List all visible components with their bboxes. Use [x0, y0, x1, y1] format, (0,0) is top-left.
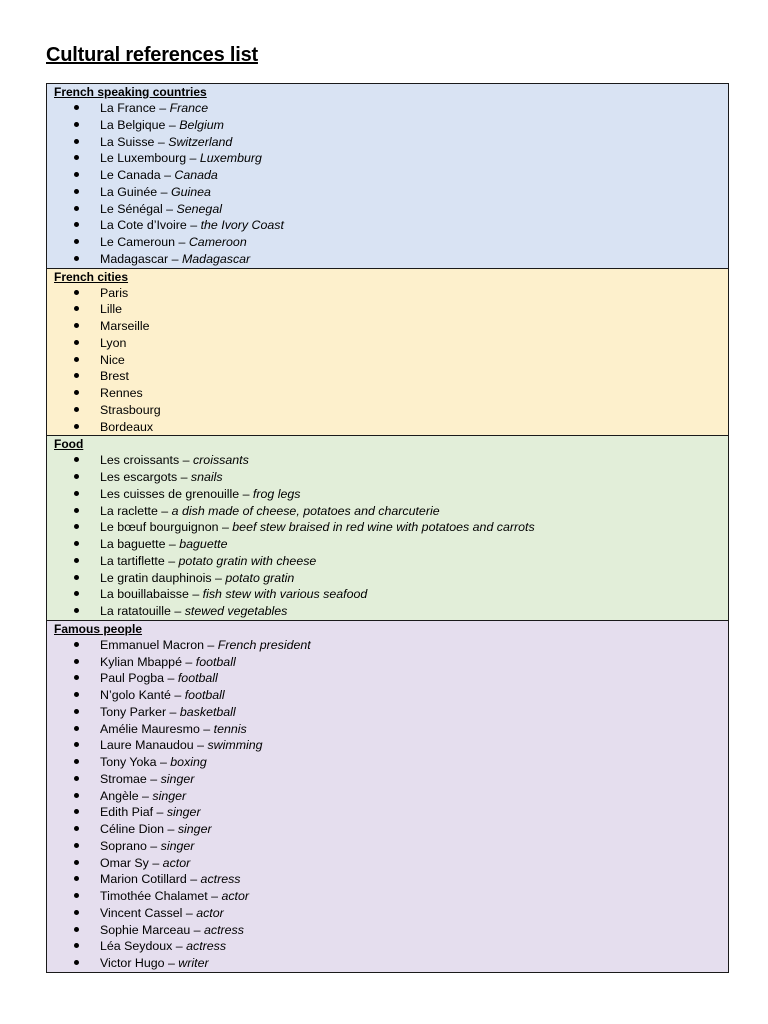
list-item [54, 452, 728, 469]
list-item [54, 888, 728, 905]
bullet-icon [74, 943, 79, 948]
list-item [54, 251, 728, 268]
bullet-icon [74, 390, 79, 395]
item-english: swimming [207, 738, 263, 753]
item-french: Lyon [100, 335, 127, 350]
list-item [54, 754, 728, 771]
item-french: Le Canada [100, 168, 161, 182]
item-english: snails [190, 470, 223, 484]
list-item [54, 603, 728, 620]
item-separator: – [172, 939, 187, 954]
list-item [54, 201, 728, 218]
bullet-icon [74, 155, 79, 160]
bullet-icon [74, 357, 79, 362]
bullet-icon [74, 189, 79, 194]
list-item [54, 536, 728, 553]
item-separator: – [164, 822, 178, 836]
bullet-icon [74, 474, 79, 479]
list-item [54, 905, 728, 922]
list-item [54, 234, 728, 251]
item-french: Les escargots [100, 470, 178, 484]
item-french: Les cuisses de grenouille [100, 486, 240, 501]
item-separator: – [170, 688, 185, 702]
item-english: potato gratin with cheese [178, 553, 317, 568]
bullet-icon [74, 960, 79, 965]
item-separator: – [188, 587, 203, 602]
list-item [54, 654, 728, 671]
item-english: singer [160, 838, 195, 853]
item-english: basketball [179, 704, 236, 719]
item-french: La Belgique [100, 117, 166, 132]
bullet-icon [74, 826, 79, 831]
references-table [46, 83, 729, 973]
item-separator: – [186, 872, 201, 887]
item-english: singer [160, 771, 195, 786]
bullet-icon [74, 373, 79, 378]
item-english: baguette [179, 537, 228, 551]
list-item [54, 788, 728, 805]
list-item [54, 419, 728, 436]
list-item [54, 217, 728, 234]
item-french: Le Cameroun [100, 235, 176, 249]
bullet-icon [74, 659, 79, 664]
item-french: La ratatouille [100, 604, 171, 618]
item-separator: – [186, 151, 200, 166]
item-french: Amélie Mauresmo [100, 721, 200, 736]
list-item [54, 637, 728, 654]
item-french: Lille [100, 302, 123, 317]
bullet-icon [74, 105, 79, 110]
item-english: croissants [192, 453, 249, 468]
item-english: football [184, 688, 225, 702]
item-separator: – [157, 503, 172, 518]
list-item [54, 368, 728, 385]
item-english: France [169, 101, 209, 115]
item-separator: – [153, 805, 167, 820]
item-french: Brest [100, 369, 129, 384]
item-separator: – [199, 721, 214, 736]
bullet-icon [74, 222, 79, 227]
bullet-icon [74, 306, 79, 311]
item-english: Canada [174, 168, 218, 182]
item-separator: – [190, 922, 205, 937]
bullet-icon [74, 927, 79, 932]
list-item [54, 922, 728, 939]
bullet-icon [74, 139, 79, 144]
bullet-icon [74, 457, 79, 462]
item-french: Le Luxembourg [100, 151, 187, 166]
item-separator: – [175, 235, 189, 249]
item-separator: – [181, 654, 196, 669]
section-cities [47, 268, 729, 436]
bullet-icon [74, 491, 79, 496]
bullet-icon [74, 172, 79, 177]
list-item [54, 469, 728, 486]
bullet-icon [74, 876, 79, 881]
item-list [54, 452, 728, 620]
item-english: tennis [213, 721, 247, 736]
bullet-icon [74, 608, 79, 613]
item-english: stewed vegetables [184, 604, 288, 618]
item-separator: – [186, 218, 201, 233]
list-item [54, 804, 728, 821]
item-french: Nice [100, 352, 125, 367]
item-french: Bordeaux [100, 419, 154, 434]
list-item [54, 519, 728, 536]
item-english: fish stew with various seafood [202, 587, 368, 602]
list-item [54, 167, 728, 184]
list-item [54, 737, 728, 754]
item-list [54, 285, 728, 436]
list-item [54, 301, 728, 318]
list-item [54, 838, 728, 855]
item-separator: – [156, 755, 171, 769]
item-separator: – [157, 184, 171, 199]
bullet-icon [74, 910, 79, 915]
bullet-icon [74, 340, 79, 345]
item-french: Laure Manaudou [100, 738, 194, 753]
item-english: boxing [170, 755, 207, 769]
bullet-icon [74, 122, 79, 127]
item-separator: – [177, 470, 191, 484]
section-heading: French speaking countries [54, 85, 207, 99]
item-french: Le bœuf bourguignon [100, 520, 219, 535]
item-french: Strasbourg [100, 402, 161, 417]
list-item [54, 285, 728, 302]
item-french: Timothée Chalamet [100, 889, 208, 903]
item-english: Guinea [170, 184, 211, 199]
section-heading: French cities [54, 269, 129, 284]
bullet-icon [74, 726, 79, 731]
list-item [54, 318, 728, 335]
item-separator: – [146, 771, 161, 786]
item-french: Emmanuel Macron [100, 637, 204, 652]
bullet-icon [74, 256, 79, 261]
item-english: French president [217, 637, 311, 652]
bullet-icon [74, 206, 79, 211]
bullet-icon [74, 742, 79, 747]
list-item [54, 352, 728, 369]
item-separator: – [146, 838, 161, 853]
item-separator: – [138, 788, 153, 803]
item-french: Kylian Mbappé [100, 654, 182, 669]
item-separator: – [160, 168, 175, 182]
item-french: La baguette [100, 537, 166, 551]
item-separator: – [164, 671, 178, 686]
bullet-icon [74, 776, 79, 781]
item-english: the Ivory Coast [200, 218, 284, 233]
list-item [54, 570, 728, 587]
item-french: La France [100, 101, 156, 115]
item-french: Céline Dion [100, 822, 165, 836]
bullet-icon [74, 759, 79, 764]
item-english: writer [178, 956, 209, 970]
list-item [54, 771, 728, 788]
item-french: Edith Piaf [100, 805, 154, 820]
item-french: Sophie Marceau [100, 922, 191, 937]
item-english: Cameroon [188, 235, 247, 249]
list-item [54, 855, 728, 872]
list-item [54, 721, 728, 738]
item-french: Le gratin dauphinois [100, 570, 212, 585]
item-french: Tony Yoka [100, 755, 157, 769]
list-item [54, 335, 728, 352]
item-separator: – [211, 570, 226, 585]
item-french: Angèle [100, 788, 139, 803]
list-item [54, 150, 728, 167]
item-english: actress [186, 939, 227, 954]
item-english: a dish made of cheese, potatoes and charcuterie [171, 503, 440, 518]
bullet-icon [74, 809, 79, 814]
item-french: Stromae [100, 771, 147, 786]
item-french: Le Sénégal [100, 201, 163, 216]
item-list [54, 100, 728, 268]
list-item [54, 938, 728, 955]
item-french: La bouillabaisse [100, 587, 189, 602]
bullet-icon [74, 541, 79, 546]
item-english: actress [204, 922, 244, 937]
list-item [54, 704, 728, 721]
item-english: Switzerland [168, 134, 233, 149]
item-separator: – [148, 855, 163, 870]
bullet-icon [74, 407, 79, 412]
list-item [54, 184, 728, 201]
row-cities [47, 268, 729, 436]
list-item [54, 670, 728, 687]
item-french: Léa Seydoux [100, 939, 173, 954]
item-french: Victor Hugo [100, 956, 165, 970]
list-item [54, 486, 728, 503]
item-separator: – [170, 604, 185, 618]
item-english: Luxemburg [199, 151, 262, 166]
item-english: Senegal [176, 201, 222, 216]
bullet-icon [74, 793, 79, 798]
section-heading: Famous people [54, 621, 143, 636]
bullet-icon [74, 558, 79, 563]
item-english: beef stew braised in red wine with potatoes and carrots [232, 520, 535, 535]
item-french: Les croissants [100, 453, 180, 468]
bullet-icon [74, 424, 79, 429]
item-french: Madagascar [100, 251, 169, 266]
list-item [54, 503, 728, 520]
item-english: potato gratin [225, 570, 295, 585]
item-french: N’golo Kanté [100, 688, 171, 702]
row-people [47, 620, 729, 972]
bullet-icon [74, 323, 79, 328]
item-french: Marion Cotillard [100, 872, 187, 887]
item-english: frog legs [252, 486, 301, 501]
item-separator: – [218, 520, 233, 535]
item-english: actress [200, 872, 241, 887]
item-french: Marseille [100, 319, 150, 333]
section-countries [47, 84, 729, 269]
list-item [54, 687, 728, 704]
bullet-icon [74, 860, 79, 865]
item-french: Vincent Cassel [100, 905, 183, 920]
item-french: La Guinée [100, 184, 158, 199]
item-english: Madagascar [181, 251, 251, 266]
item-separator: – [164, 553, 179, 568]
item-french: Rennes [100, 386, 143, 400]
item-separator: – [182, 905, 197, 920]
bullet-icon [74, 642, 79, 647]
item-separator: – [155, 101, 170, 115]
item-separator: – [168, 251, 182, 266]
item-french: La raclette [100, 503, 158, 518]
bullet-icon [74, 508, 79, 513]
bullet-icon [74, 692, 79, 697]
row-countries [47, 84, 729, 269]
item-french: Omar Sy [100, 855, 149, 870]
list-item [54, 117, 728, 134]
item-french: La tartiflette [100, 553, 165, 568]
list-item [54, 134, 728, 151]
item-french: Tony Parker [100, 704, 167, 719]
item-separator: – [165, 537, 180, 551]
item-separator: – [203, 637, 218, 652]
item-english: actor [196, 905, 224, 920]
item-english: singer [166, 805, 201, 820]
bullet-icon [74, 709, 79, 714]
list-item [54, 586, 728, 603]
bullet-icon [74, 843, 79, 848]
bullet-icon [74, 575, 79, 580]
item-separator: – [239, 486, 253, 501]
item-separator: – [166, 704, 180, 719]
list-item [54, 821, 728, 838]
section-people [47, 620, 729, 972]
item-separator: – [179, 453, 193, 468]
item-french: Soprano [100, 838, 147, 853]
item-english: actor [162, 855, 191, 870]
item-separator: – [154, 134, 169, 149]
document-title: Cultural references list [46, 44, 258, 66]
section-food [47, 436, 729, 621]
list-item [54, 100, 728, 117]
item-english: singer [152, 788, 187, 803]
item-french: Paul Pogba [100, 671, 165, 686]
section-heading: Food [54, 437, 84, 452]
bullet-icon [74, 290, 79, 295]
bullet-icon [74, 591, 79, 596]
item-english: football [177, 671, 218, 686]
list-item [54, 385, 728, 402]
item-separator: – [207, 889, 222, 903]
list-item [54, 402, 728, 419]
item-french: La Suisse [100, 134, 155, 149]
item-english: football [195, 654, 236, 669]
item-separator: – [164, 956, 179, 970]
bullet-icon [74, 524, 79, 529]
item-list [54, 637, 728, 972]
item-french: Paris [100, 285, 129, 300]
row-food [47, 436, 729, 621]
item-separator: – [193, 738, 208, 753]
item-english: Belgium [179, 117, 224, 132]
bullet-icon [74, 893, 79, 898]
item-separator: – [165, 117, 180, 132]
bullet-icon [74, 675, 79, 680]
item-separator: – [162, 201, 177, 216]
bullet-icon [74, 239, 79, 244]
item-french: La Cote d’Ivoire [100, 218, 187, 233]
list-item [54, 955, 728, 972]
list-item [54, 871, 728, 888]
list-item [54, 553, 728, 570]
item-english: actor [221, 889, 249, 903]
item-english: singer [177, 822, 212, 836]
